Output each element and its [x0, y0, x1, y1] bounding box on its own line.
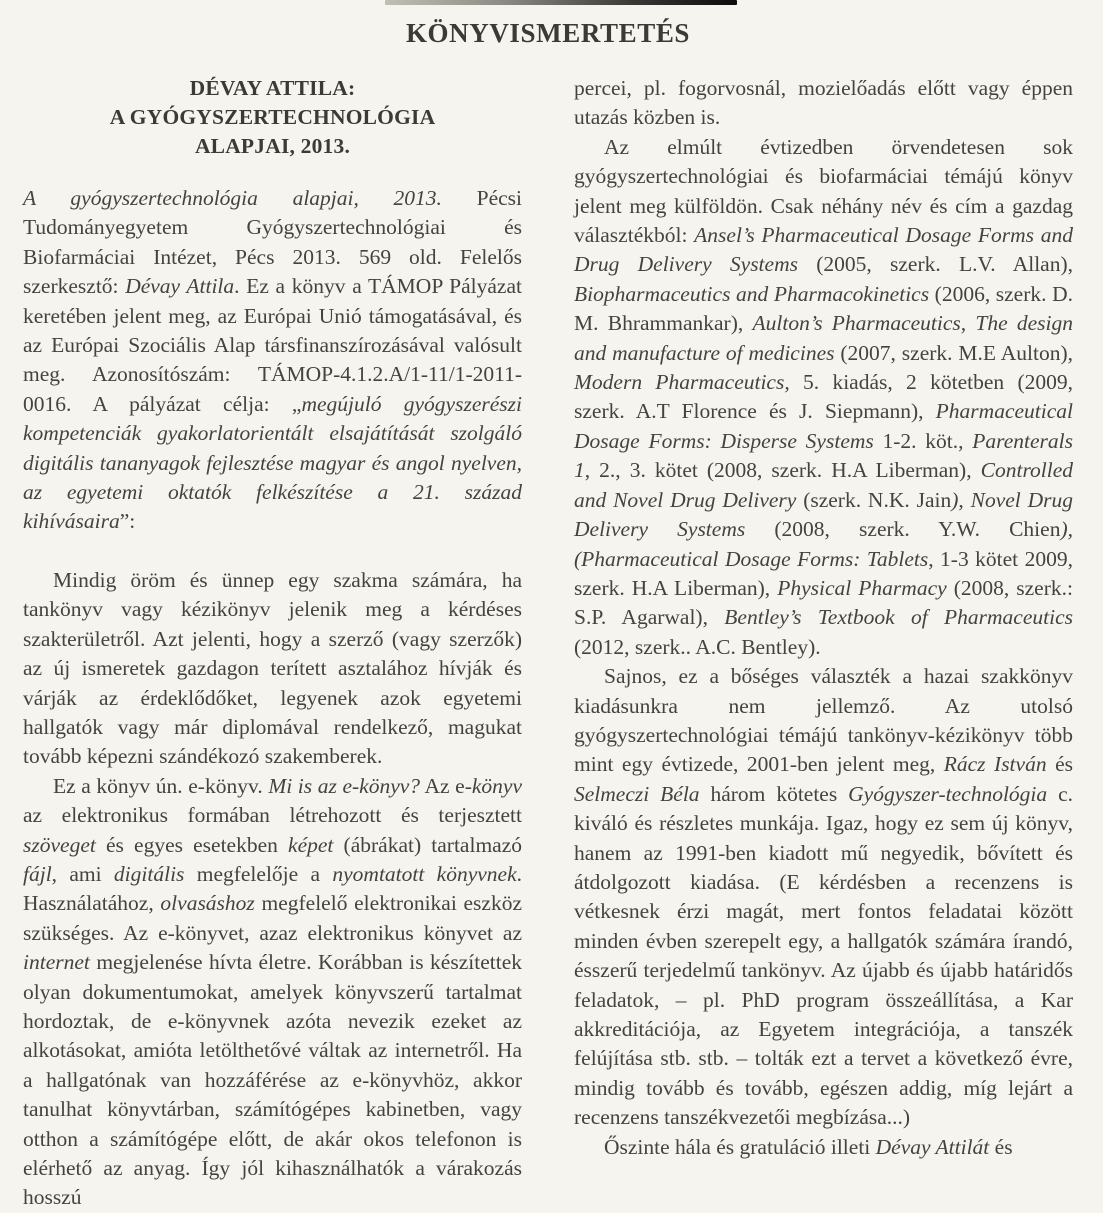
text-segment: Dévay Attila [125, 274, 235, 299]
left-column-text [23, 184, 522, 1213]
text-segment: (2006, szerk. D. M. Bhrammankar), [574, 281, 1073, 336]
text-segment: Őszinte hála és gratuláció illeti [604, 1134, 876, 1159]
book-title-heading [23, 74, 522, 161]
text-segment: (szerk. N.K. Jain [796, 487, 952, 512]
text-segment: könyv [471, 773, 523, 798]
text-segment: megfelelő elektronikai eszköz szükséges. Az e-könyvet, azaz elektronikus könyvet az [23, 891, 522, 945]
paragraph [23, 184, 522, 537]
paragraph [574, 74, 1073, 133]
text-segment: az elektronikus formában létrehozott és terjesztett [23, 803, 522, 828]
scan-artifact-bar [385, 0, 737, 5]
text-segment: Mi is az e-könyv? [268, 773, 421, 798]
page-title: KÖNYVISMERTETÉS [405, 18, 691, 48]
text-segment: Pécsi Tudományegyetem Gyógyszertechnológiai és Biofarmáciai Intézet, Pécs 2013. 569 old. Felelős szerkesztő: [23, 186, 522, 299]
text-segment: (2008, szerk. Y.W. Chien [745, 517, 1061, 542]
text-segment: Bentley’s Textbook of Pharmaceutics [724, 605, 1073, 630]
text-segment: Novel Drug Delivery Systems [574, 487, 1073, 542]
book-title-line-1: DÉVAY ATTILA: [189, 76, 356, 100]
text-segment: , ami [51, 861, 114, 886]
text-segment: Physical Pharmacy [777, 575, 947, 600]
text-segment: digitális [113, 861, 185, 886]
text-segment: ”: [119, 509, 136, 534]
paragraph [574, 1133, 1073, 1162]
text-segment: (2007, szerk. M.E Aulton), [834, 340, 1073, 365]
text-segment: Biopharmaceutics and Pharmacokinetics [574, 281, 930, 306]
text-segment: nyomtatott könyvnek [332, 861, 517, 886]
book-title-line-3: ALAPJAI, 2013. [194, 134, 351, 158]
text-segment: megújuló gyógyszerészi kompetenciák gyakorlatorientált elsajátítását szolgáló digitális tananyagok fejlesztése magyar és angol nyelven, az egyetemi oktatók felkészítése a 21. század kihívásaira [23, 391, 522, 534]
text-segment: (2008, szerk.: S.P. Agarwal), [574, 575, 1073, 630]
text-segment: és egyes esetekben [95, 832, 289, 857]
text-segment: . Használatához, [23, 861, 522, 916]
paragraph [574, 133, 1073, 662]
text-segment: megfelelője a [184, 861, 333, 886]
text-segment: (ábrákat) tartalmazó [333, 832, 522, 857]
text-segment: fájl [23, 861, 52, 886]
text-segment: Sajnos, ez a bőséges választék a hazai szakkönyv kiadásunkra nem jellemző. Az utolsó gyógyszertechnológiai témájú tankönyv-kézikönyv több mint egy évtizede, 2001-ben jelent meg, [574, 664, 1073, 777]
right-column-text [574, 74, 1073, 1162]
book-title-line-2: A GYÓGYSZERTECHNOLÓGIA [109, 105, 436, 129]
text-segment: Controlled and Novel Drug Delivery [574, 458, 1073, 512]
paragraph [23, 772, 522, 1213]
text-segment: Selmeczi Béla [574, 781, 700, 806]
text-segment: (2012, szerk.. A.C. Bentley). [574, 634, 821, 659]
text-segment: Rácz István [943, 752, 1047, 777]
text-segment: , [958, 487, 971, 512]
text-segment: , 1-3 kötet 2009, szerk. H.A Liberman), [574, 546, 1073, 600]
text-segment: és [1046, 752, 1073, 777]
text-segment: 1-2. köt., [873, 428, 973, 453]
text-segment: ) [951, 487, 959, 512]
text-segment: Mindig öröm és ünnep egy szakma számára, ha tankönyv vagy kézikönyv jelenik meg a kérdéses szakterületről. Azt jelenti, hogy a szerző (vagy szerzők) az új ismeretek gazdagon terített asztalához hívják és várják az érdeklődőket, legyenek azok egyetemi hallgatók vagy már diplomával rendelkező, magukat tovább képezni szándékozó szakemberek. [23, 567, 522, 769]
left-column [23, 74, 522, 1213]
text-segment: , 2., 3. kötet (2008, szerk. H.A Liberman), [584, 458, 981, 483]
text-segment: (2005, szerk. L.V. Allan), [797, 252, 1073, 277]
text-segment: A gyógyszertechnológia alapjai, 2013. [23, 186, 442, 210]
text-segment: Az e- [420, 773, 472, 798]
text-segment: Pharmaceutical Dosage Forms: Disperse Systems [574, 399, 1073, 453]
text-segment: Modern Pharmaceutics, [574, 370, 790, 395]
right-column [574, 74, 1073, 1213]
text-segment: szöveget [23, 832, 96, 857]
text-segment: három kötetes [699, 781, 849, 806]
text-segment: c. kiváló és részletes munkája. Igaz, hogy ez sem új könyv, hanem az 1991-ben kiadott mű negyedik, bővített és átdolgozott kiadása. (E kérdésben a recenzens is vétkesnek érzi magát, mert fontos feladatai között minden évben szerepelt egy, a hallgatók számára írandó, ésszerű terjedelmű tankönyv. Az újabb és újabb határidős feladatok, – pl. PhD program összeállítása, a Kar akkreditációja, az Egyetem integrációja, a tanszék felújítása stb. stb. – tolták ezt a tervet a következő évre, mindig tovább és tovább, egészen addig, míg lejárt a recenzens tanszékvezetői megbízása...) [574, 781, 1073, 1130]
text-segment: Ansel’s Pharmaceutical Dosage Forms and Drug Delivery Systems [574, 223, 1073, 277]
text-segment: képet [288, 832, 334, 857]
text-segment: internet [23, 950, 90, 975]
paragraph [574, 662, 1073, 1133]
text-segment: Parenterals 1 [574, 428, 1074, 483]
text-segment: Dévay Attilát [875, 1134, 990, 1159]
text-segment: olvasáshoz [160, 891, 255, 916]
text-segment: . Ez a könyv a TÁMOP Pályázat keretében jelent meg, az Európai Unió támogatásával, és az Európai Szociális Alap társfinanszírozásával valósult meg. Azonosítószám: TÁMOP-4.1.2.A/1-11/1-2011-0016. A pályázat célja: „ [23, 274, 522, 416]
text-segment: Ez a könyv ún. e-könyv. [53, 773, 269, 798]
paragraph [23, 566, 522, 772]
text-segment: Az elmúlt évtizedben örvendetesen sok gyógyszertechnológiai és biofarmáciai témájú könyv jelent meg külföldön. Csak néhány név és cím a gazdag választékból: [574, 134, 1073, 248]
two-column-layout [23, 74, 1073, 1213]
text-segment: 5. kiadás, 2 kötetben (2009, szerk. A.T Florence és J. Siepmann), [574, 370, 1073, 424]
text-segment: és [989, 1134, 1013, 1159]
text-segment: Gyógyszer-technológia [848, 781, 1048, 806]
text-segment: ), (Pharmaceutical Dosage Forms: Tablets [574, 517, 1073, 571]
text-segment: percei, pl. fogorvosnál, mozielőadás előtt vagy éppen utazás közben is. [574, 76, 1073, 130]
text-segment: megjelenése hívta életre. Korábban is készítettek olyan dokumentumokat, amelyek könyvszerű tartalmat hordoztak, de e-könyvnek azóta nevezik ezeket az alkotásokat, amióta letölthetővé váltak az internetről. Ha a hallgatónak van hozzáférése az e-könyvhöz, akkor tanulhat könyvtárban, számítógépes kabinetben, vagy otthon a számítógépe előtt, de akár okos telefonon is elérhető az anyag. Így jól kihasználhatók a várakozás hosszú [23, 950, 522, 1210]
text-segment: Aulton’s Pharmaceutics, The design and manufacture of medicines [574, 311, 1073, 365]
